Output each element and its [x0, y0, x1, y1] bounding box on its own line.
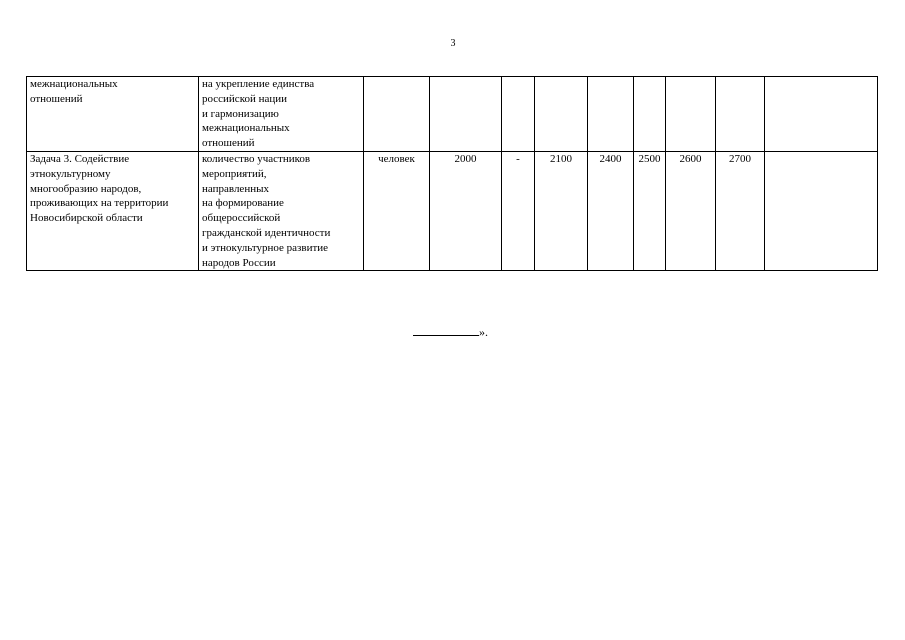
- task-cell: Задача 3. Содействие этнокультурному многообразию народов, проживающих на территории Новосибирской области: [27, 152, 199, 271]
- value-cell: 2700: [716, 152, 765, 271]
- unit-cell: человек: [364, 152, 430, 271]
- signature-line: [413, 324, 479, 336]
- value-cell: 2500: [634, 152, 666, 271]
- value-cell: [634, 77, 666, 152]
- value-cell: 2000: [430, 152, 502, 271]
- closing-mark: [413, 324, 488, 339]
- indicators-table: [26, 76, 878, 271]
- indicator-cell: количество участников мероприятий, направленных на формирование общероссийской гражданской идентичности и этнокультурное развитие народов России: [199, 152, 364, 271]
- value-cell: [666, 77, 716, 152]
- table-row: [27, 77, 878, 152]
- value-cell: 2600: [666, 152, 716, 271]
- value-cell: [502, 77, 535, 152]
- note-cell: [765, 77, 878, 152]
- value-cell: 2400: [588, 152, 634, 271]
- page-number: 3: [450, 38, 456, 49]
- note-cell: [765, 152, 878, 271]
- value-cell: -: [502, 152, 535, 271]
- value-cell: 2100: [535, 152, 588, 271]
- task-cell: межнациональных отношений: [27, 77, 199, 152]
- value-cell: [716, 77, 765, 152]
- closing-quote: ».: [479, 325, 488, 339]
- value-cell: [588, 77, 634, 152]
- value-cell: [430, 77, 502, 152]
- value-cell: [535, 77, 588, 152]
- unit-cell: [364, 77, 430, 152]
- indicator-cell: на укрепление единства российской нации и гармонизацию межнациональных отношений: [199, 77, 364, 152]
- table-row: [27, 152, 878, 271]
